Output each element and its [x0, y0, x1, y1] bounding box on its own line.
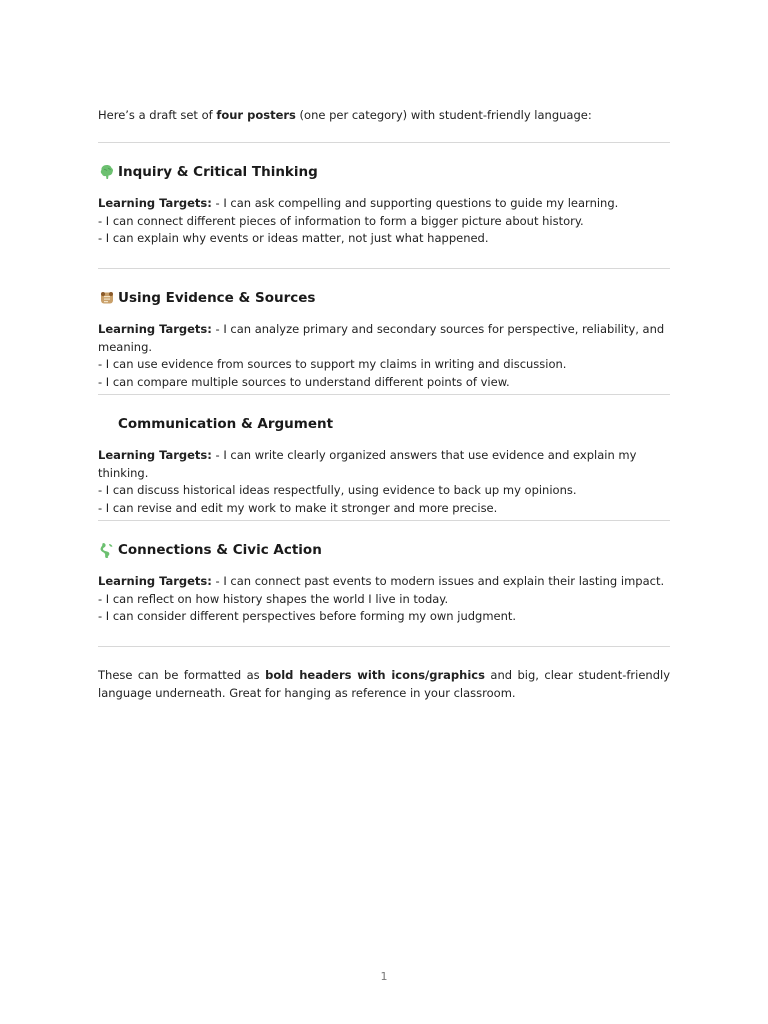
- section-body: [98, 447, 670, 517]
- divider: [98, 394, 670, 395]
- section-body: [98, 321, 670, 391]
- section-heading: [98, 162, 670, 182]
- page-number: 1: [380, 970, 388, 983]
- section-heading: [98, 414, 670, 434]
- section-body: [98, 573, 670, 626]
- target-text: - I can write clearly organized answers that use evidence and explain my thinking.: [98, 448, 637, 480]
- targets-label: Learning Targets:: [98, 196, 212, 210]
- target-line: - I can discuss historical ideas respectfully, using evidence to back up my opinions.: [98, 483, 577, 497]
- outro-prefix: These can be formatted as: [98, 668, 266, 682]
- outro-suffix: and big, clear student-friendly language underneath. Great for hanging as reference in your classroom.: [98, 668, 670, 700]
- target-line: - I can consider different perspectives before forming my own judgment.: [98, 609, 517, 623]
- target-line: - I can connect different pieces of information to form a bigger picture about history.: [98, 213, 584, 228]
- targets-label: Learning Targets:: [98, 574, 212, 588]
- blank-icon: [98, 415, 116, 433]
- divider: [98, 646, 670, 647]
- intro-paragraph: [98, 107, 670, 123]
- globe-icon: [98, 541, 116, 559]
- target-line: - I can compare multiple sources to understand different points of view.: [98, 374, 510, 389]
- divider: [98, 142, 670, 143]
- section-inquiry: [98, 162, 670, 248]
- divider: [98, 268, 670, 269]
- target-line: - I can revise and edit my work to make it stronger and more precise.: [98, 500, 498, 515]
- scroll-icon: [98, 289, 116, 307]
- section-title: Connections & Civic Action: [118, 542, 322, 558]
- intro-suffix: (one per category) with student-friendly language:: [295, 108, 592, 122]
- section-heading: [98, 288, 670, 308]
- target-text: - I can ask compelling and supporting questions to guide my learning.: [211, 196, 619, 210]
- target-line: [98, 447, 670, 482]
- target-text: - I can connect past events to modern issues and explain their lasting impact.: [211, 574, 665, 588]
- outro-bold: bold headers with icons/graphics: [265, 668, 485, 682]
- target-text: - I can analyze primary and secondary sources for perspective, reliability, and meaning.: [98, 322, 665, 354]
- section-communication: [98, 414, 670, 517]
- target-line: [98, 573, 670, 591]
- target-line: [98, 321, 670, 356]
- target-line: - I can reflect on how history shapes the world I live in today.: [98, 591, 449, 606]
- section-title: Communication & Argument: [118, 416, 334, 432]
- section-title: Inquiry & Critical Thinking: [118, 164, 318, 180]
- brain-icon: [98, 163, 116, 181]
- target-line: [98, 195, 670, 213]
- targets-label: Learning Targets:: [98, 322, 212, 336]
- target-line: - I can explain why events or ideas matter, not just what happened.: [98, 231, 489, 245]
- section-body: [98, 195, 670, 248]
- outro-paragraph: [98, 667, 670, 702]
- section-connections: [98, 540, 670, 626]
- section-title: Using Evidence & Sources: [118, 290, 316, 306]
- intro-prefix: Here’s a draft set of: [98, 108, 217, 122]
- section-evidence: [98, 288, 670, 391]
- intro-bold: four posters: [216, 108, 296, 122]
- targets-label: Learning Targets:: [98, 448, 212, 462]
- section-heading: [98, 540, 670, 560]
- divider: [98, 520, 670, 521]
- target-line: - I can use evidence from sources to support my claims in writing and discussion.: [98, 357, 567, 371]
